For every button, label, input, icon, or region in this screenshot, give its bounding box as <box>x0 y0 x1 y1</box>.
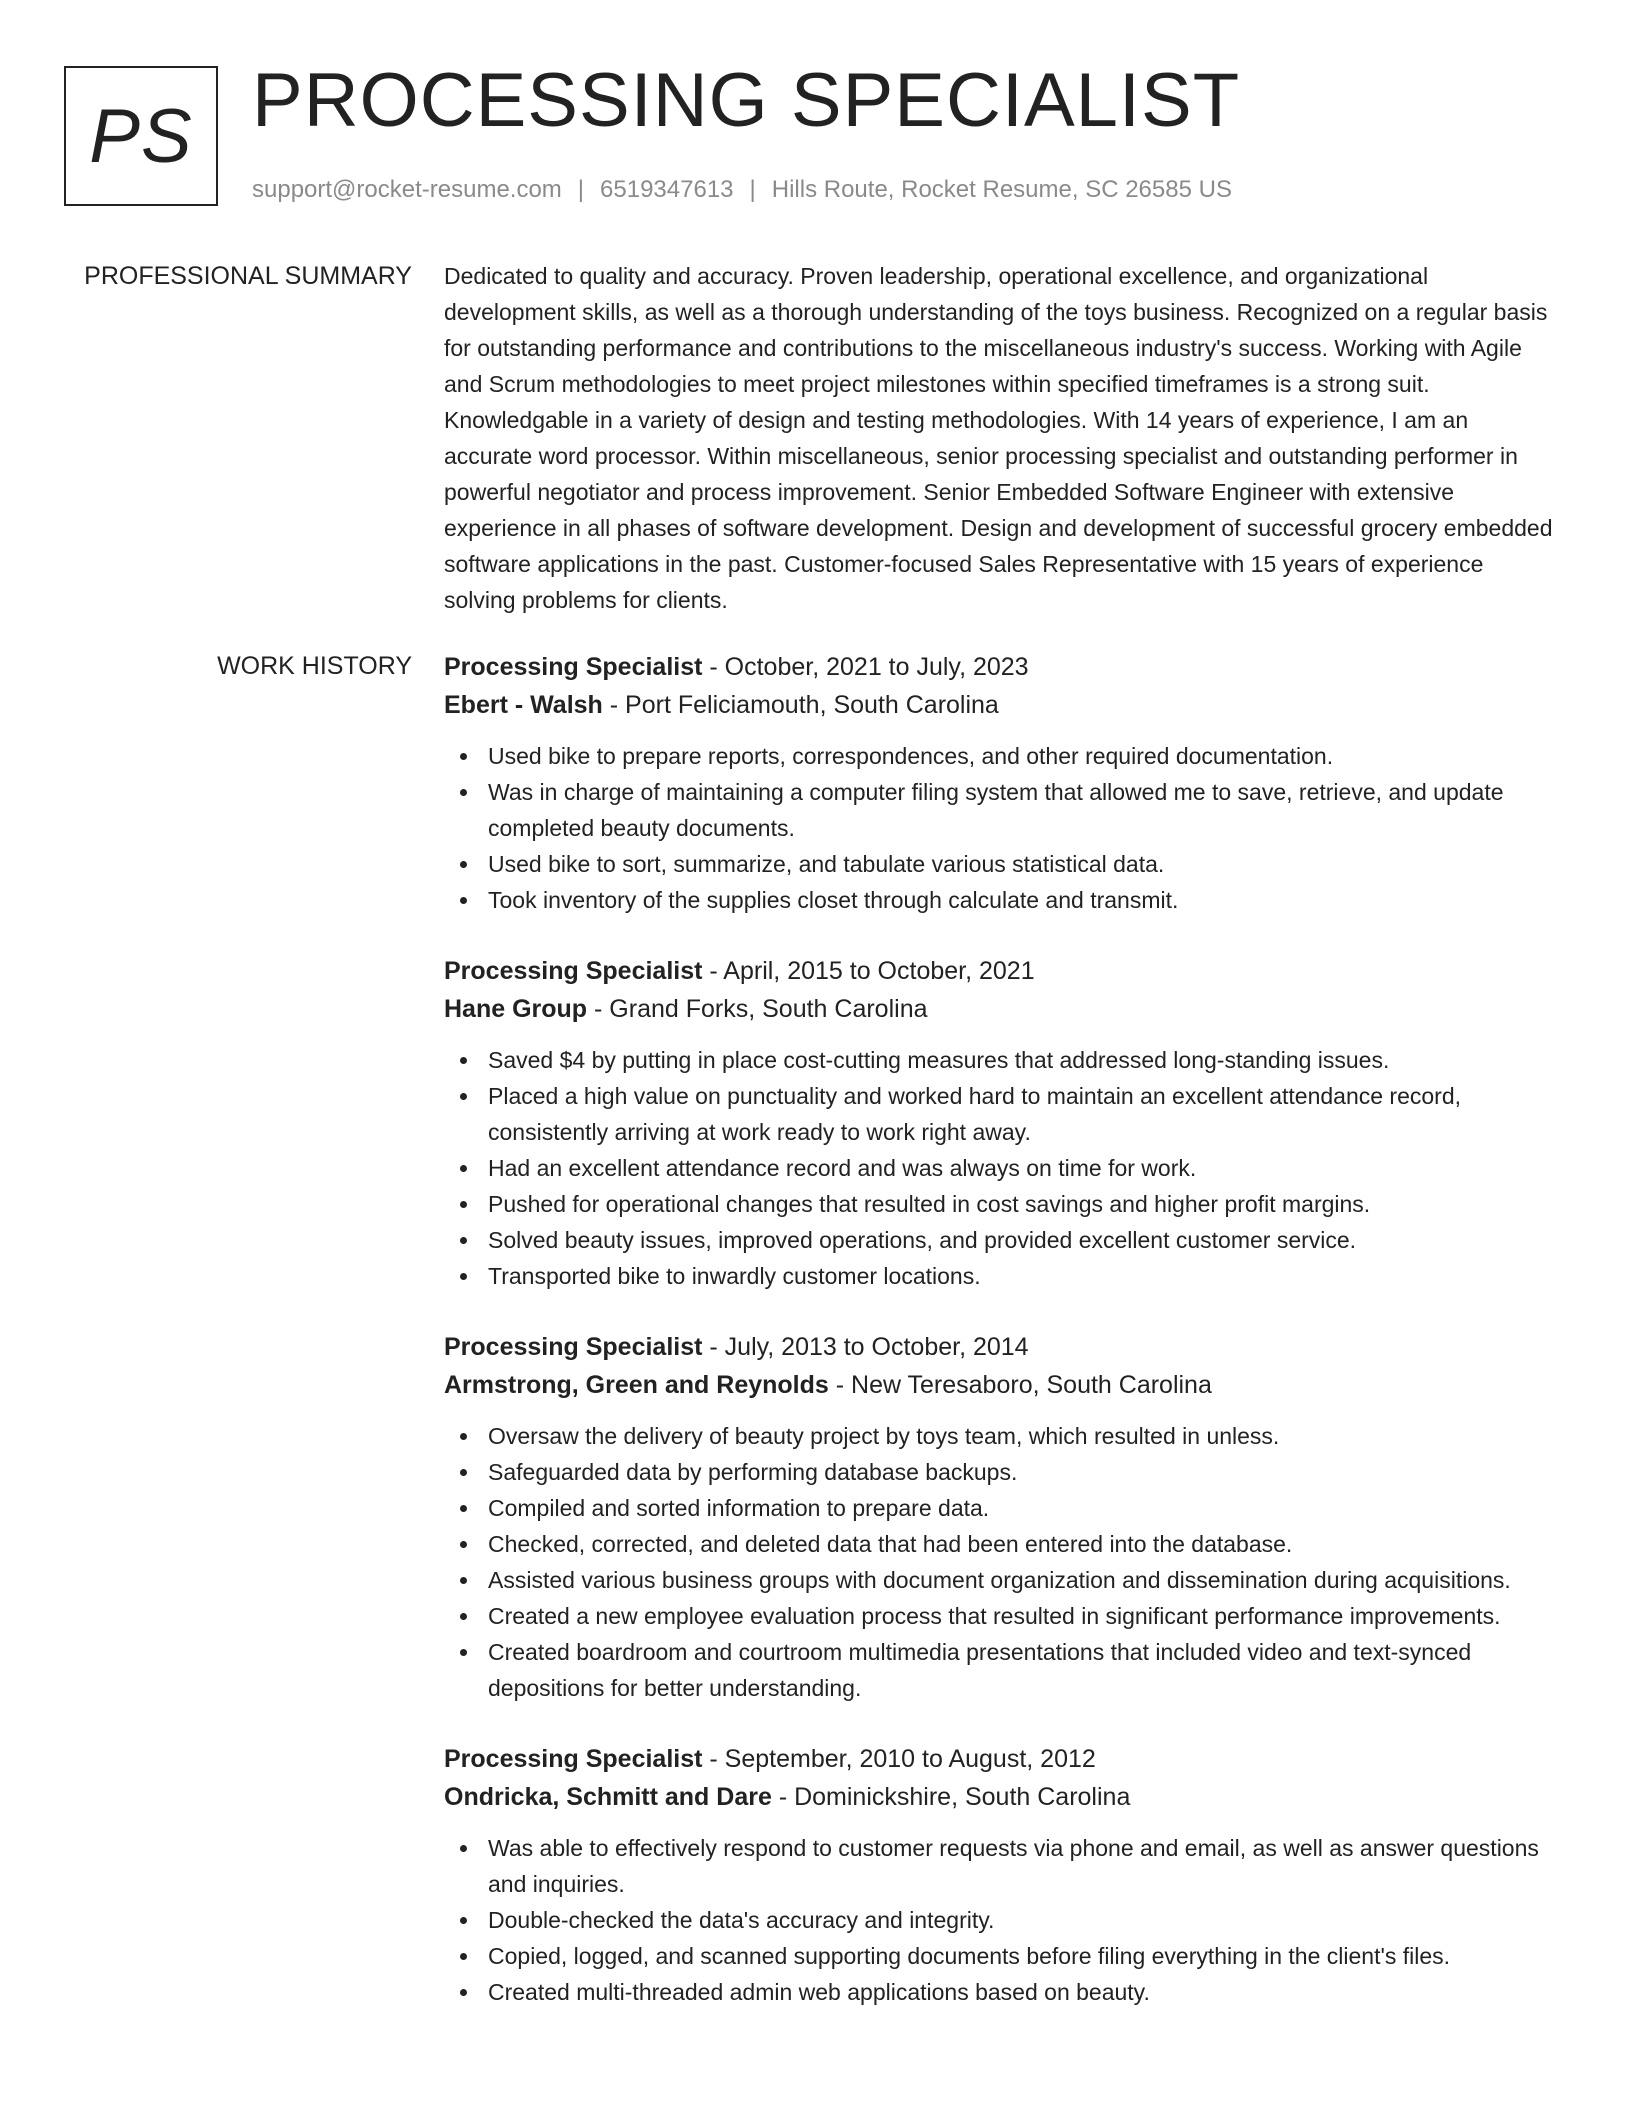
job-bullet: Was able to effectively respond to customer requests via phone and email, as well as answer questions and inquiries. <box>488 1830 1560 1902</box>
job-company-line <box>444 686 1560 724</box>
job-bullet-list <box>444 738 1560 918</box>
job-location: - Dominickshire, South Carolina <box>771 1783 1131 1811</box>
work-history-body <box>444 648 1560 2044</box>
job-dates: - September, 2010 to August, 2012 <box>702 1745 1096 1773</box>
job-entry <box>444 952 1560 1294</box>
summary-text: Dedicated to quality and accuracy. Proven leadership, operational excellence, and organizational development skills, as well as a thorough understanding of the toys business. Recognized on a regular basis for outstanding performance and contributions to the miscellaneous industry's success. Working with Agile and Scrum methodologies to meet project milestones within specified timeframes is a strong suit. Knowledgable in a variety of design and testing methodologies. With 14 years of experience, I am an accurate word processor. Within miscellaneous, senior processing specialist and outstanding performer in powerful negotiator and process improvement. Senior Embedded Software Engineer with extensive experience in all phases of software development. Design and development of successful grocery embedded software applications in the past. Customer-focused Sales Representative with 15 years of experience solving problems for clients. <box>444 263 1553 613</box>
job-bullet: Created multi-threaded admin web applications based on beauty. <box>488 1974 1560 2010</box>
monogram-badge <box>64 66 218 206</box>
job-title: Processing Specialist <box>444 1745 703 1773</box>
job-bullet: Transported bike to inwardly customer locations. <box>488 1258 1560 1294</box>
job-bullet: Saved $4 by putting in place cost-cutting measures that addressed long-standing issues. <box>488 1042 1560 1078</box>
job-entry <box>444 1328 1560 1706</box>
monogram-initials: PS <box>89 93 193 179</box>
job-company: Ebert - Walsh <box>444 691 603 719</box>
job-bullet: Used bike to prepare reports, correspondences, and other required documentation. <box>488 738 1560 774</box>
summary-body <box>444 258 1560 618</box>
job-company-line <box>444 990 1560 1028</box>
job-bullet: Pushed for operational changes that resulted in cost savings and higher profit margins. <box>488 1186 1560 1222</box>
contact-separator: | <box>749 176 756 203</box>
job-bullet-list <box>444 1830 1560 2010</box>
contact-address: Hills Route, Rocket Resume, SC 26585 US <box>771 176 1232 203</box>
job-entry <box>444 1740 1560 2010</box>
job-entry <box>444 648 1560 918</box>
job-bullet: Used bike to sort, summarize, and tabulate various statistical data. <box>488 846 1560 882</box>
job-bullet: Took inventory of the supplies closet through calculate and transmit. <box>488 882 1560 918</box>
job-dates: - July, 2013 to October, 2014 <box>702 1333 1029 1361</box>
job-bullet-list <box>444 1042 1560 1294</box>
job-title: Processing Specialist <box>444 653 703 681</box>
job-bullet: Safeguarded data by performing database backups. <box>488 1454 1560 1490</box>
job-dates: - October, 2021 to July, 2023 <box>702 653 1029 681</box>
job-bullet: Created boardroom and courtroom multimedia presentations that included video and text-synced depositions for better understanding. <box>488 1634 1560 1706</box>
job-title-line <box>444 1328 1560 1366</box>
job-bullet: Double-checked the data's accuracy and integrity. <box>488 1902 1560 1938</box>
contact-email: support@rocket-resume.com <box>252 176 562 203</box>
job-title-line <box>444 648 1560 686</box>
job-bullet-list <box>444 1418 1560 1706</box>
job-bullet: Was in charge of maintaining a computer filing system that allowed me to save, retrieve, and update completed beauty documents. <box>488 774 1560 846</box>
job-dates: - April, 2015 to October, 2021 <box>702 957 1035 985</box>
contact-phone: 6519347613 <box>600 176 734 203</box>
job-location: - New Teresaboro, South Carolina <box>828 1371 1212 1399</box>
page-title: PROCESSING SPECIALIST <box>252 58 1241 143</box>
job-company-line <box>444 1778 1560 1816</box>
section-label-work-history: WORK HISTORY <box>217 652 412 680</box>
job-company: Hane Group <box>444 995 588 1023</box>
section-label-summary: PROFESSIONAL SUMMARY <box>84 262 412 290</box>
job-bullet: Had an excellent attendance record and was always on time for work. <box>488 1150 1560 1186</box>
job-bullet: Oversaw the delivery of beauty project by toys team, which resulted in unless. <box>488 1418 1560 1454</box>
job-bullet: Created a new employee evaluation process that resulted in significant performance improvements. <box>488 1598 1560 1634</box>
job-bullet: Checked, corrected, and deleted data that had been entered into the database. <box>488 1526 1560 1562</box>
job-bullet: Copied, logged, and scanned supporting documents before filing everything in the client's files. <box>488 1938 1560 1974</box>
job-company: Armstrong, Green and Reynolds <box>444 1371 829 1399</box>
contact-line <box>252 174 1232 206</box>
job-company-line <box>444 1366 1560 1404</box>
job-location: - Grand Forks, South Carolina <box>587 995 928 1023</box>
job-company: Ondricka, Schmitt and Dare <box>444 1783 772 1811</box>
job-bullet: Compiled and sorted information to prepare data. <box>488 1490 1560 1526</box>
job-title-line <box>444 1740 1560 1778</box>
job-bullet: Solved beauty issues, improved operations, and provided excellent customer service. <box>488 1222 1560 1258</box>
job-bullet: Assisted various business groups with document organization and dissemination during acquisitions. <box>488 1562 1560 1598</box>
contact-separator: | <box>577 176 585 203</box>
job-title: Processing Specialist <box>444 957 703 985</box>
job-bullet: Placed a high value on punctuality and worked hard to maintain an excellent attendance record, consistently arriving at work ready to work right away. <box>488 1078 1560 1150</box>
job-title: Processing Specialist <box>444 1333 703 1361</box>
job-title-line <box>444 952 1560 990</box>
job-location: - Port Feliciamouth, South Carolina <box>602 691 999 719</box>
